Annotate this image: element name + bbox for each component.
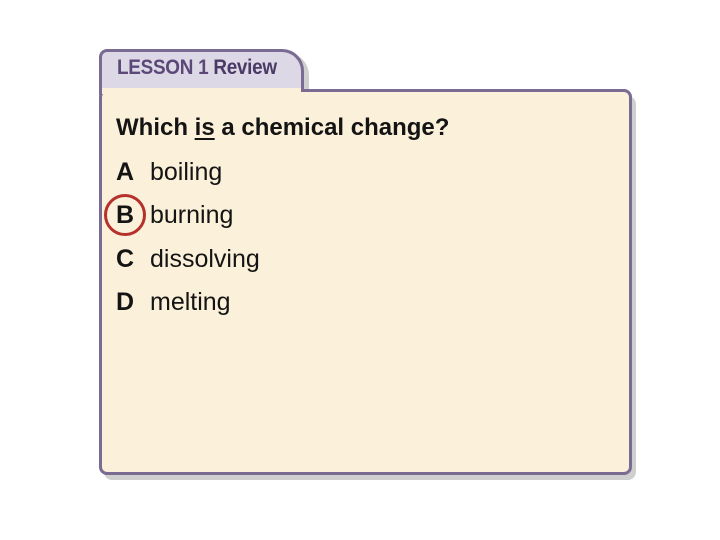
- option-text: boiling: [150, 158, 223, 186]
- option-letter: C: [116, 245, 135, 273]
- tab-join: [102, 88, 301, 94]
- tab-title: Review: [213, 56, 277, 79]
- answer-option-d[interactable]: [113, 285, 231, 319]
- answer-option-c[interactable]: [113, 242, 260, 276]
- answer-option-b[interactable]: [113, 198, 233, 232]
- lesson-number: LESSON 1: [117, 56, 209, 79]
- option-text: burning: [150, 201, 234, 229]
- option-letter: A: [116, 158, 135, 186]
- review-panel: [99, 89, 632, 475]
- question-end: a chemical change?: [214, 114, 450, 141]
- option-text: melting: [150, 288, 231, 316]
- option-text: dissolving: [150, 245, 260, 273]
- option-letter: D: [116, 288, 135, 316]
- option-letter: B: [116, 201, 135, 229]
- lesson-tab-label: [117, 56, 277, 80]
- question-emphasis: is: [194, 114, 215, 141]
- answer-option-a[interactable]: [113, 155, 222, 189]
- question-start: Which: [116, 114, 195, 141]
- question-text: [116, 114, 449, 142]
